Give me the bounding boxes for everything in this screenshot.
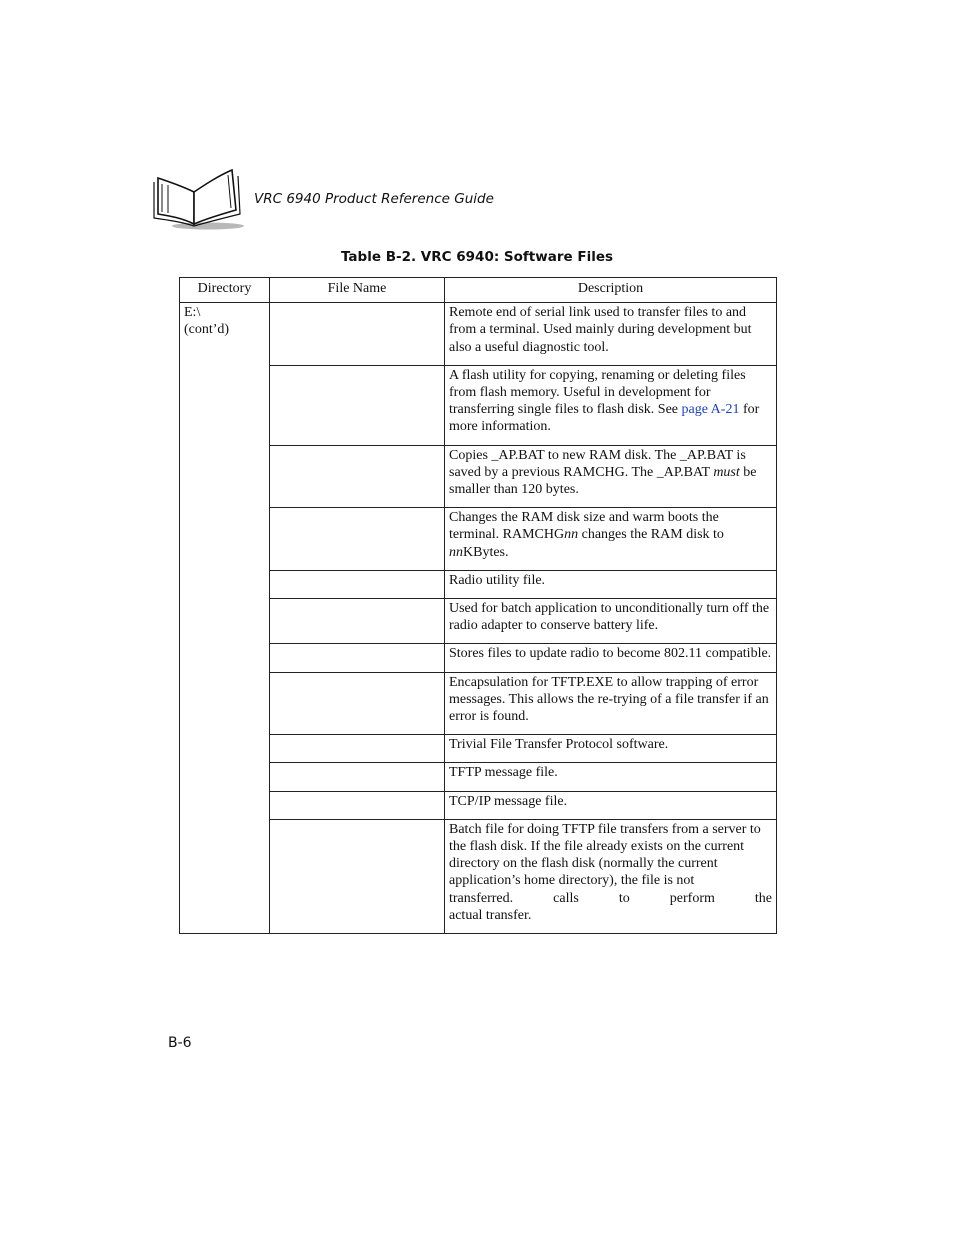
file-name-cell <box>270 735 445 763</box>
file-name-cell <box>270 599 445 644</box>
description-text: changes the RAM disk to <box>578 527 724 543</box>
column-header-directory: Directory <box>180 278 270 303</box>
description-cell: Encapsulation for TFTP.EXE to allow trapping of error messages. This allows the re-trying of a file transfer if an error is found. <box>445 672 777 735</box>
table-row <box>180 763 777 791</box>
emphasis-text: nn <box>449 544 463 560</box>
running-header-title: VRC 6940 Product Reference Guide <box>254 191 494 207</box>
table-row <box>180 445 777 508</box>
table-row <box>180 365 777 445</box>
file-name-cell <box>270 672 445 735</box>
file-name-cell <box>270 644 445 672</box>
description-text: A flash utility for copying, renaming or deleting files from flash memory. Useful in development for transferring single files to flash disk. See <box>449 367 746 418</box>
description-cell: Stores files to update radio to become 802.11 compatible. <box>445 644 777 672</box>
description-text: Changes the RAM disk size and warm boots the terminal. RAMCHG <box>449 510 719 543</box>
description-cell: TCP/IP message file. <box>445 791 777 819</box>
description-cell <box>445 445 777 508</box>
emphasis-text: must <box>713 464 740 480</box>
description-split-line <box>449 890 772 907</box>
description-text: Batch file for doing TFTP file transfers from a server to the flash disk. If the file already exists on the current directory on the flash disk (normally the current application’s home directory), the file is not <box>449 821 761 889</box>
description-text: actual transfer. <box>449 907 532 923</box>
table-row <box>180 819 777 933</box>
column-header-file-name: File Name <box>270 278 445 303</box>
description-text: to perform the <box>618 890 772 906</box>
table-row <box>180 791 777 819</box>
emphasis-text: nn <box>564 527 579 543</box>
page-reference-link[interactable]: page A-21 <box>681 402 740 418</box>
file-name-cell <box>270 445 445 508</box>
description-cell: Radio utility file. <box>445 570 777 598</box>
file-name-cell <box>270 365 445 445</box>
table-row <box>180 303 777 366</box>
open-book-icon <box>152 166 248 232</box>
file-name-cell <box>270 763 445 791</box>
description-text: calls <box>553 890 579 906</box>
page-number: B-6 <box>168 1035 192 1051</box>
description-cell <box>445 508 777 571</box>
description-text: transferred. <box>449 890 514 906</box>
description-text: KBytes. <box>463 544 509 560</box>
description-cell: TFTP message file. <box>445 763 777 791</box>
description-text: for more information. <box>449 402 760 435</box>
description-cell: Used for batch application to unconditionally turn off the radio adapter to conserve battery life. <box>445 599 777 644</box>
software-files-table <box>179 277 777 934</box>
table-row <box>180 508 777 571</box>
directory-continued: (cont’d) <box>184 322 230 338</box>
description-text: Copies _AP.BAT to new RAM disk. The _AP.BAT is saved by a previous RAMCHG. The _AP.BAT <box>449 447 746 480</box>
file-name-cell <box>270 570 445 598</box>
table-row <box>180 735 777 763</box>
table-row <box>180 672 777 735</box>
description-cell: Trivial File Transfer Protocol software. <box>445 735 777 763</box>
table-row <box>180 644 777 672</box>
column-header-description: Description <box>445 278 777 303</box>
directory-cell <box>180 303 270 934</box>
table-caption: Table B-2. VRC 6940: Software Files <box>340 249 614 265</box>
description-text: be smaller than 120 bytes. <box>449 464 757 498</box>
description-cell: Remote end of serial link used to transfer files to and from a terminal. Used mainly during development but also a useful diagnostic tool. <box>445 303 777 366</box>
table-row <box>180 570 777 598</box>
directory-path: E:\ <box>184 305 201 321</box>
description-cell <box>445 819 777 933</box>
description-cell <box>445 365 777 445</box>
table-row <box>180 599 777 644</box>
file-name-cell <box>270 791 445 819</box>
file-name-cell <box>270 819 445 933</box>
table-header-row <box>180 278 777 303</box>
file-name-cell <box>270 303 445 366</box>
file-name-cell <box>270 508 445 571</box>
